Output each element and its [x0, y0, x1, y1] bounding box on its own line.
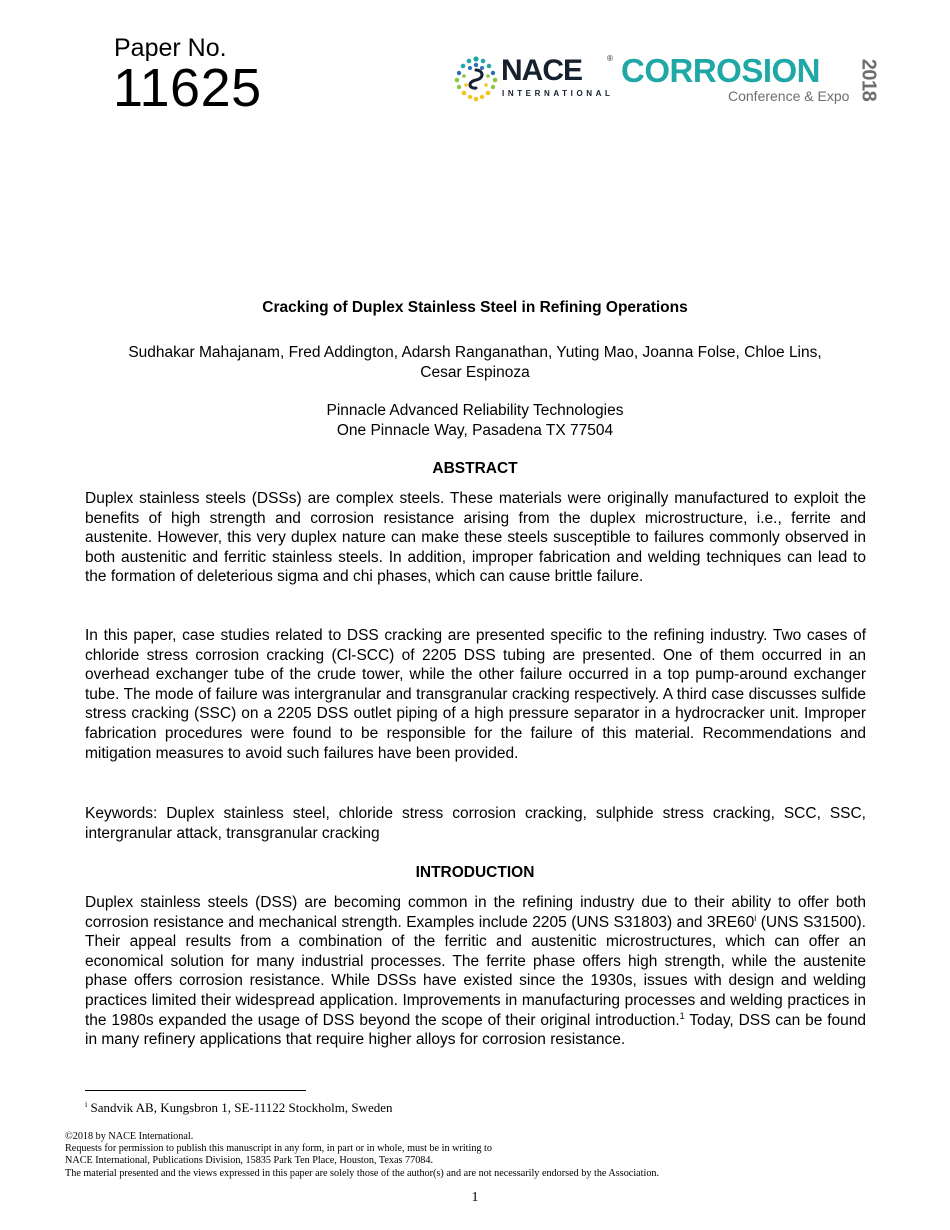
paper-title: Cracking of Duplex Stainless Steel in Refining Operations	[262, 299, 688, 316]
footnote	[85, 1100, 393, 1116]
abstract-paragraph-2: In this paper, case studies related to DSS cracking are presented specific to the refining industry. Two cases of chloride stress corrosion cracking (Cl-SCC) of 2205 DSS tubing are presented. One of them occurred in an overhead exchanger tube of the crude tower, while the other failure occurred in a top pump-around exchanger tube. The mode of failure was intergranular and transgranular cracking respectively. A third case discusses sulfide stress cracking (SSC) on a 2205 DSS outlet piping of a high pressure separator in a hydrocracker unit. Improper fabrication procedures were found to be responsible for the failure of this material. Recommendations and mitigation measures to avoid such failures have been provided.	[85, 627, 866, 762]
copyright-line-1: ©2018 by NACE International.	[65, 1131, 194, 1142]
footnote-text: Sandvik AB, Kungsbron 1, SE-11122 Stockholm, Sweden	[87, 1100, 393, 1115]
author-list	[85, 343, 865, 383]
intro-text-b: (UNS S31500). Their appeal results from a combination of the ferritic and austenitic microstructures, which can offer an economical solution for many industrial processes. The ferrite phase offers high strength, while the austenite phase offers corrosion resistance. While DSSs have existed since the 1930s, issues with design and welding practices limited their widespread application. Improvements in manufacturing processes and welding practices in the 1980s expanded the usage of DSS beyond the scope of their original introduction.	[85, 913, 866, 1029]
citation-ref-1: 1	[679, 1010, 685, 1021]
abstract-heading: ABSTRACT	[432, 460, 518, 477]
conference-expo-text: Conference & Expo	[728, 88, 850, 104]
footnote-divider	[85, 1090, 306, 1091]
nace-corrosion-logo	[452, 48, 892, 110]
paper-number: 11625	[113, 58, 262, 118]
copyright-line-2: Requests for permission to publish this manuscript in any form, in part or in whole, must be in writing to	[65, 1143, 492, 1155]
intro-text-a: Duplex stainless steels (DSS) are becoming common in the refining industry due to their ability to offer both corrosion resistance and mechanical strength. Examples include 2205 (UNS S31803) and 3RE60	[85, 894, 866, 931]
nace-international-text: INTERNATIONAL	[502, 89, 614, 98]
corrosion-wordmark: CORROSION	[621, 52, 821, 89]
logo-year: 2018	[857, 58, 880, 102]
nace-globe-icon	[452, 54, 500, 102]
nace-wordmark: NACE	[501, 54, 583, 87]
keywords-paragraph: Keywords: Duplex stainless steel, chloride stress corrosion cracking, sulphide stress cracking, SCC, SSC, intergranular attack, transgranular cracking	[85, 805, 866, 842]
abstract-paragraph-1: Duplex stainless steels (DSSs) are complex steels. These materials were originally manufactured to exploit the benefits of high strength and corrosion resistance arising from the duplex microstructure, i.e., ferrite and austenite. However, this very duplex nature can make these steels susceptible to failures commonly observed in both austenitic and ferritic stainless steels. In addition, improper fabrication and welding techniques can lead to the formation of deleterious sigma and chi phases, which can cause brittle failure.	[85, 490, 866, 586]
intro-text-c: Today, DSS can be found in many refinery applications that require higher alloys for corrosion resistance.	[85, 1011, 866, 1049]
logo-year-block	[848, 50, 888, 110]
introduction-paragraph	[85, 893, 866, 1050]
affiliation-line-1: Pinnacle Advanced Reliability Technologies	[326, 402, 624, 419]
introduction-heading: INTRODUCTION	[415, 864, 535, 881]
footnote-ref-i: i	[754, 912, 757, 923]
author-line-2: Cesar Espinoza	[420, 363, 530, 381]
registered-mark: ®	[607, 54, 613, 63]
paper-label: Paper No.	[114, 34, 227, 62]
copyright-line-4: The material presented and the views expressed in this paper are solely those of the author(s) and are not necessarily endorsed by the Association.	[65, 1167, 660, 1179]
copyright-notice	[65, 1131, 659, 1180]
author-line-1: Sudhakar Mahajanam, Fred Addington, Adarsh Ranganathan, Yuting Mao, Joanna Folse, Chloe Lins,	[128, 344, 822, 361]
copyright-line-3: NACE International, Publications Division, 15835 Park Ten Place, Houston, Texas 77084.	[65, 1155, 434, 1167]
paper-number-block	[113, 34, 262, 118]
affiliation	[85, 401, 865, 441]
affiliation-line-2: One Pinnacle Way, Pasadena TX 77504	[336, 421, 614, 439]
page-number: 1	[471, 1190, 479, 1205]
footnote-marker: i	[85, 1100, 88, 1109]
